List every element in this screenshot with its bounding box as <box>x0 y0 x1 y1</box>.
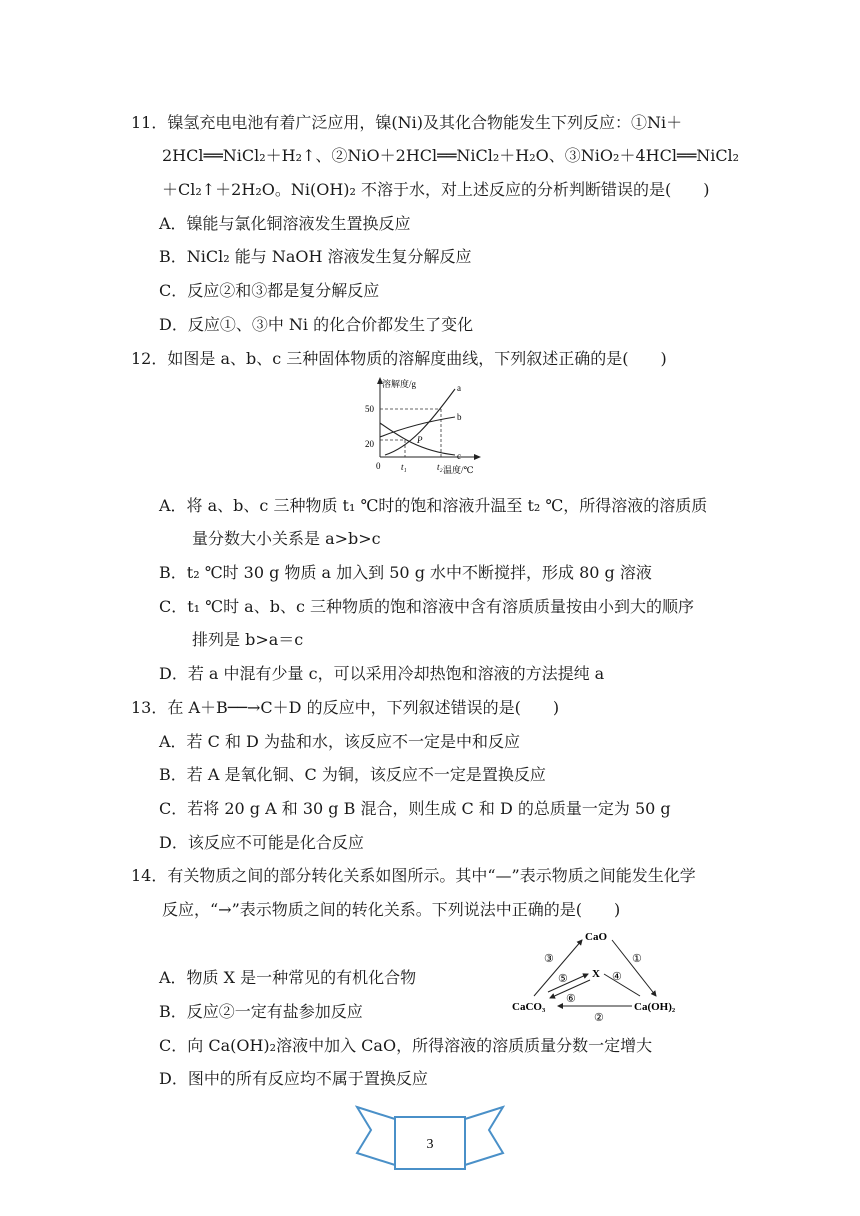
q14-stem-line1: 14．有关物质之间的部分转化关系如图所示。其中“—”表示物质之间能发生化学 <box>131 866 696 885</box>
q12-option-b: B．t₂ ℃时 30 g 物质 a 加入到 50 g 水中不断搅拌，形成 80 g 溶液 <box>159 563 652 582</box>
node-caoh2: Ca(OH)₂ <box>634 1001 676 1013</box>
q13-option-a: A．若 C 和 D 为盐和水，该反应不一定是中和反应 <box>159 732 520 751</box>
q14-stem-line2: 反应，“→”表示物质之间的转化关系。下列说法中正确的是( ) <box>162 900 621 919</box>
node-x: X <box>592 968 600 980</box>
chart-ylabel: 溶解度/g <box>382 379 417 389</box>
chart-xlabel: 温度/℃ <box>443 465 474 475</box>
q12-option-a-line2: 量分数大小关系是 a>b>c <box>192 529 381 548</box>
label-6: ⑥ <box>566 993 576 1005</box>
label-2: ② <box>594 1012 604 1022</box>
label-5: ⑤ <box>558 973 568 985</box>
label-3: ③ <box>544 953 554 965</box>
chart-ytick-50: 50 <box>365 404 374 414</box>
q13-option-b: B．若 A 是氧化铜、C 为铜，该反应不一定是置换反应 <box>159 765 546 784</box>
q12-option-c-line2: 排列是 b>a＝c <box>192 630 304 649</box>
curve-a <box>385 389 455 455</box>
q11-option-c: C．反应②和③都是复分解反应 <box>159 281 380 300</box>
q11-option-d: D．反应①、③中 Ni 的化合价都发生了变化 <box>159 315 474 334</box>
chart-xtick-t2: t₂ <box>437 462 443 472</box>
curve-label-a: a <box>457 383 461 393</box>
chart-origin: 0 <box>376 461 381 471</box>
q13-stem: 13．在 A＋B──→C＋D 的反应中，下列叙述错误的是( ) <box>131 698 560 717</box>
q13-option-c: C．若将 20 g A 和 30 g B 混合，则生成 C 和 D 的总质量一定为 50 g <box>159 799 671 818</box>
q14-option-b: B．反应②一定有盐参加反应 <box>159 1002 363 1021</box>
q11-option-b: B．NiCl₂ 能与 NaOH 溶液发生复分解反应 <box>159 247 472 266</box>
curve-label-c: c <box>457 451 461 461</box>
q13-option-d: D．该反应不可能是化合反应 <box>159 833 364 852</box>
q14-option-c: C．向 Ca(OH)₂溶液中加入 CaO，所得溶液的溶质质量分数一定增大 <box>159 1036 653 1055</box>
q11-option-a: A．镍能与氯化铜溶液发生置换反应 <box>159 214 411 233</box>
q11-stem-line2: 2HCl══NiCl₂＋H₂↑、②NiO＋2HCl══NiCl₂＋H₂O、③NiO₂＋4HCl══NiCl₂ <box>162 146 740 165</box>
page-number: 3 <box>426 1137 434 1152</box>
conversion-diagram <box>508 926 698 1022</box>
solubility-curve-chart <box>355 375 485 487</box>
label-4: ④ <box>612 971 622 983</box>
q12-option-d: D．若 a 中混有少量 c，可以采用冷却热饱和溶液的方法提纯 a <box>159 664 605 683</box>
q11-stem-line3: ＋Cl₂↑＋2H₂O。Ni(OH)₂ 不溶于水，对上述反应的分析判断错误的是( ) <box>162 180 710 199</box>
q14-option-a: A．物质 X 是一种常见的有机化合物 <box>159 968 417 987</box>
chart-xtick-t1: t₁ <box>401 462 407 472</box>
chart-ytick-20: 20 <box>365 439 374 449</box>
q12-option-c-line1: C．t₁ ℃时 a、b、c 三种物质的饱和溶液中含有溶质质量按由小到大的顺序 <box>159 597 694 616</box>
curve-label-b: b <box>457 412 462 422</box>
chart-point-p: P <box>417 435 423 445</box>
q12-stem: 12．如图是 a、b、c 三种固体物质的溶解度曲线，下列叙述正确的是( ) <box>131 349 667 368</box>
page-number-banner <box>355 1105 505 1180</box>
node-caco3: CaCO₃ <box>512 1001 546 1013</box>
label-1: ① <box>632 953 642 965</box>
q12-option-a-line1: A．将 a、b、c 三种物质 t₁ ℃时的饱和溶液升温至 t₂ ℃，所得溶液的溶质质 <box>159 496 708 515</box>
q11-stem-line1: 11．镍氢充电电池有着广泛应用，镍(Ni)及其化合物能发生下列反应：①Ni＋ <box>131 113 683 132</box>
node-cao: CaO <box>585 931 607 943</box>
q14-option-d: D．图中的所有反应均不属于置换反应 <box>159 1069 428 1088</box>
